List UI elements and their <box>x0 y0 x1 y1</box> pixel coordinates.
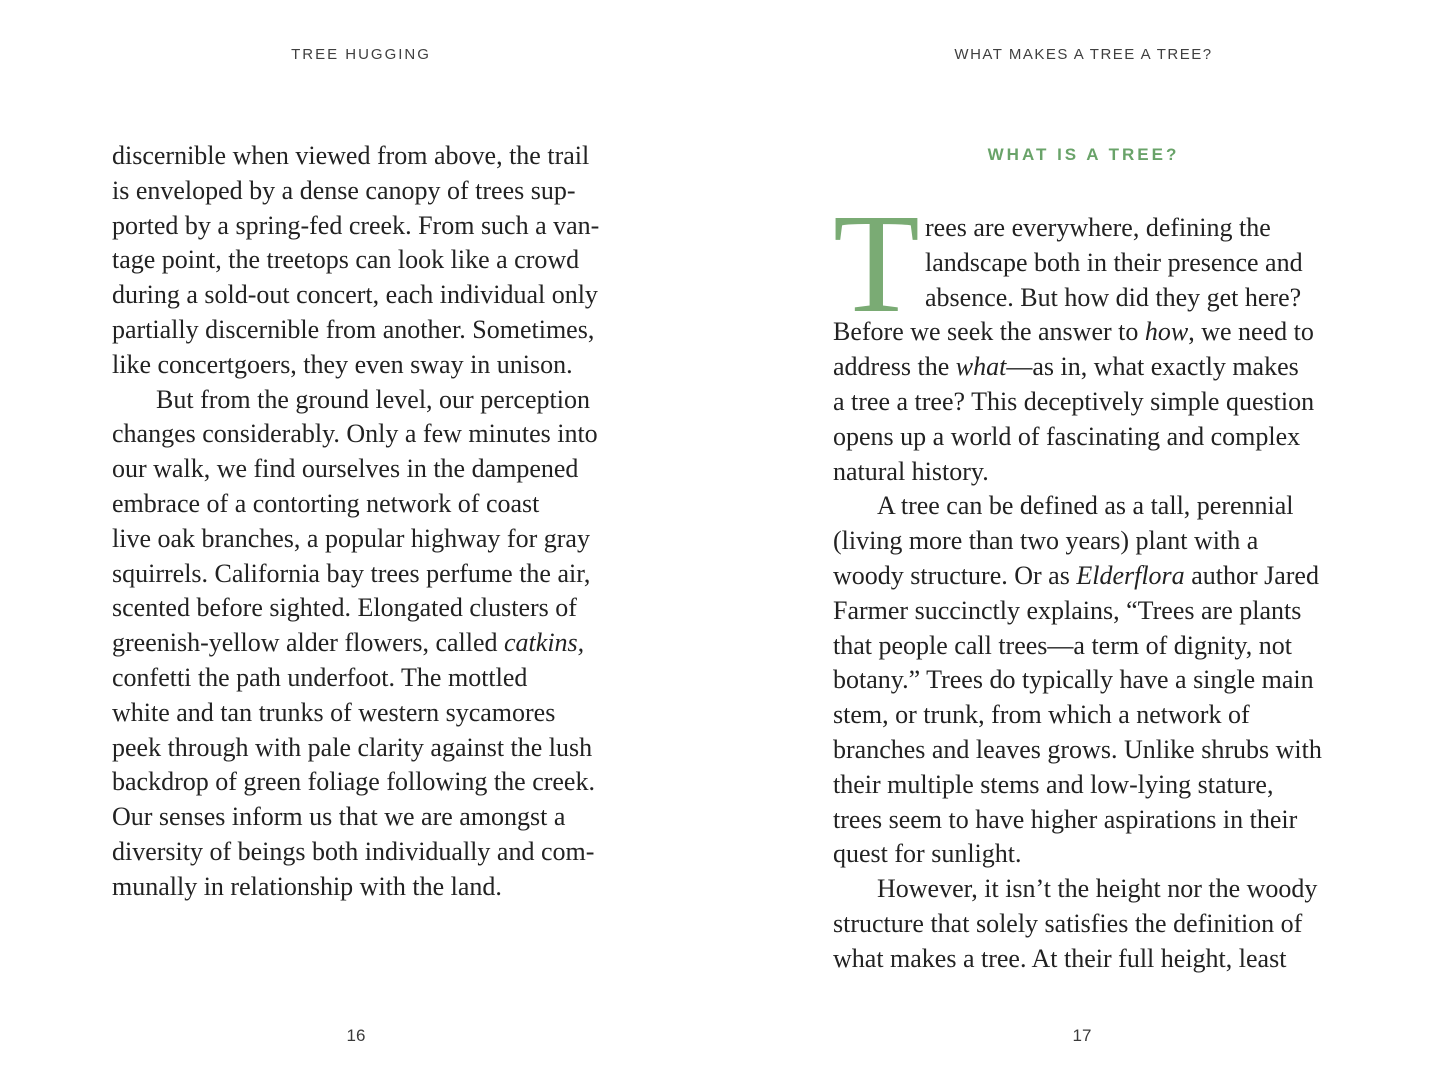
text-line: partially discernible from another. Sometimes, <box>112 314 595 344</box>
text-line: live oak branches, a popular highway for gray <box>112 523 590 553</box>
italic-text: what <box>955 352 1007 382</box>
text-line: absence. But how did they get here? <box>925 282 1302 312</box>
text-line: greenish-yellow alder flowers, called catkins, <box>112 628 585 658</box>
text-line: during a sold-out concert, each individual only <box>112 280 598 310</box>
left-page-body <box>112 139 657 905</box>
text-line: what makes a tree. At their full height, least <box>833 943 1287 973</box>
text-line: discernible when viewed from above, the trail <box>112 141 590 170</box>
text-line: structure that solely satisfies the definition of <box>833 908 1303 938</box>
text-line: A tree can be defined as a tall, perennial <box>877 491 1294 521</box>
text-line: changes considerably. Only a few minutes into <box>112 419 598 449</box>
text-line: their multiple stems and low-lying stature, <box>833 769 1274 799</box>
text-line: rees are everywhere, defining the <box>925 213 1271 242</box>
italic-text: catkins, <box>504 628 585 658</box>
text-line: ported by a spring-fed creek. From such a van- <box>112 210 600 240</box>
text-line: opens up a world of fascinating and complex <box>833 421 1301 451</box>
text-line: squirrels. California bay trees perfume the air, <box>112 558 591 588</box>
text-line: scented before sighted. Elongated clusters of <box>112 593 577 623</box>
right-running-header: WHAT MAKES A TREE A TREE? <box>954 46 1213 63</box>
text-line: a tree a tree? This deceptively simple question <box>833 386 1315 416</box>
text-line: diversity of beings both individually and com- <box>112 836 595 866</box>
text-line: Farmer succinctly explains, “Trees are plants <box>833 595 1302 625</box>
text-line: our walk, we find ourselves in the dampened <box>112 454 579 484</box>
drop-cap: T <box>833 184 920 342</box>
text-line: confetti the path underfoot. The mottled <box>112 662 528 692</box>
text-line: munally in relationship with the land. <box>112 871 502 901</box>
text-line: that people call trees—a term of dignity, not <box>833 630 1292 660</box>
text-line: But from the ground level, our perception <box>156 384 590 414</box>
text-line: address the what—as in, what exactly makes <box>833 352 1299 382</box>
text-line: branches and leaves grows. Unlike shrubs with <box>833 734 1322 764</box>
right-page-body <box>833 184 1378 977</box>
text-line: white and tan trunks of western sycamores <box>112 697 556 727</box>
text-line: However, it isn’t the height nor the woody <box>877 874 1318 904</box>
left-page-number: 16 <box>346 1026 366 1045</box>
text-line: woody structure. Or as Elderflora author Jared <box>833 560 1319 590</box>
text-line: backdrop of green foliage following the creek. <box>112 767 595 797</box>
text-line: is enveloped by a dense canopy of trees sup- <box>112 175 576 205</box>
text-line: Our senses inform us that we are amongst a <box>112 802 566 832</box>
text-line: botany.” Trees do typically have a single main <box>833 665 1314 695</box>
text-line: peek through with pale clarity against the lush <box>112 732 593 762</box>
italic-text: how <box>1144 317 1189 347</box>
text-line: like concertgoers, they even sway in unison. <box>112 349 573 379</box>
left-running-header: TREE HUGGING <box>291 46 431 63</box>
text-line: natural history. <box>833 456 989 486</box>
text-line: landscape both in their presence and <box>925 247 1303 277</box>
text-line: tage point, the treetops can look like a crowd <box>112 245 580 275</box>
text-line: Before we seek the answer to how, we need to <box>833 317 1314 347</box>
text-line: embrace of a contorting network of coast <box>112 488 540 518</box>
right-page-number: 17 <box>1072 1026 1092 1045</box>
text-line: stem, or trunk, from which a network of <box>833 700 1250 730</box>
italic-text: Elderflora <box>1076 560 1185 590</box>
text-line: quest for sunlight. <box>833 839 1022 869</box>
text-line: trees seem to have higher aspirations in their <box>833 804 1298 834</box>
section-title: WHAT IS A TREE? <box>987 145 1180 164</box>
text-line: (living more than two years) plant with a <box>833 526 1259 556</box>
